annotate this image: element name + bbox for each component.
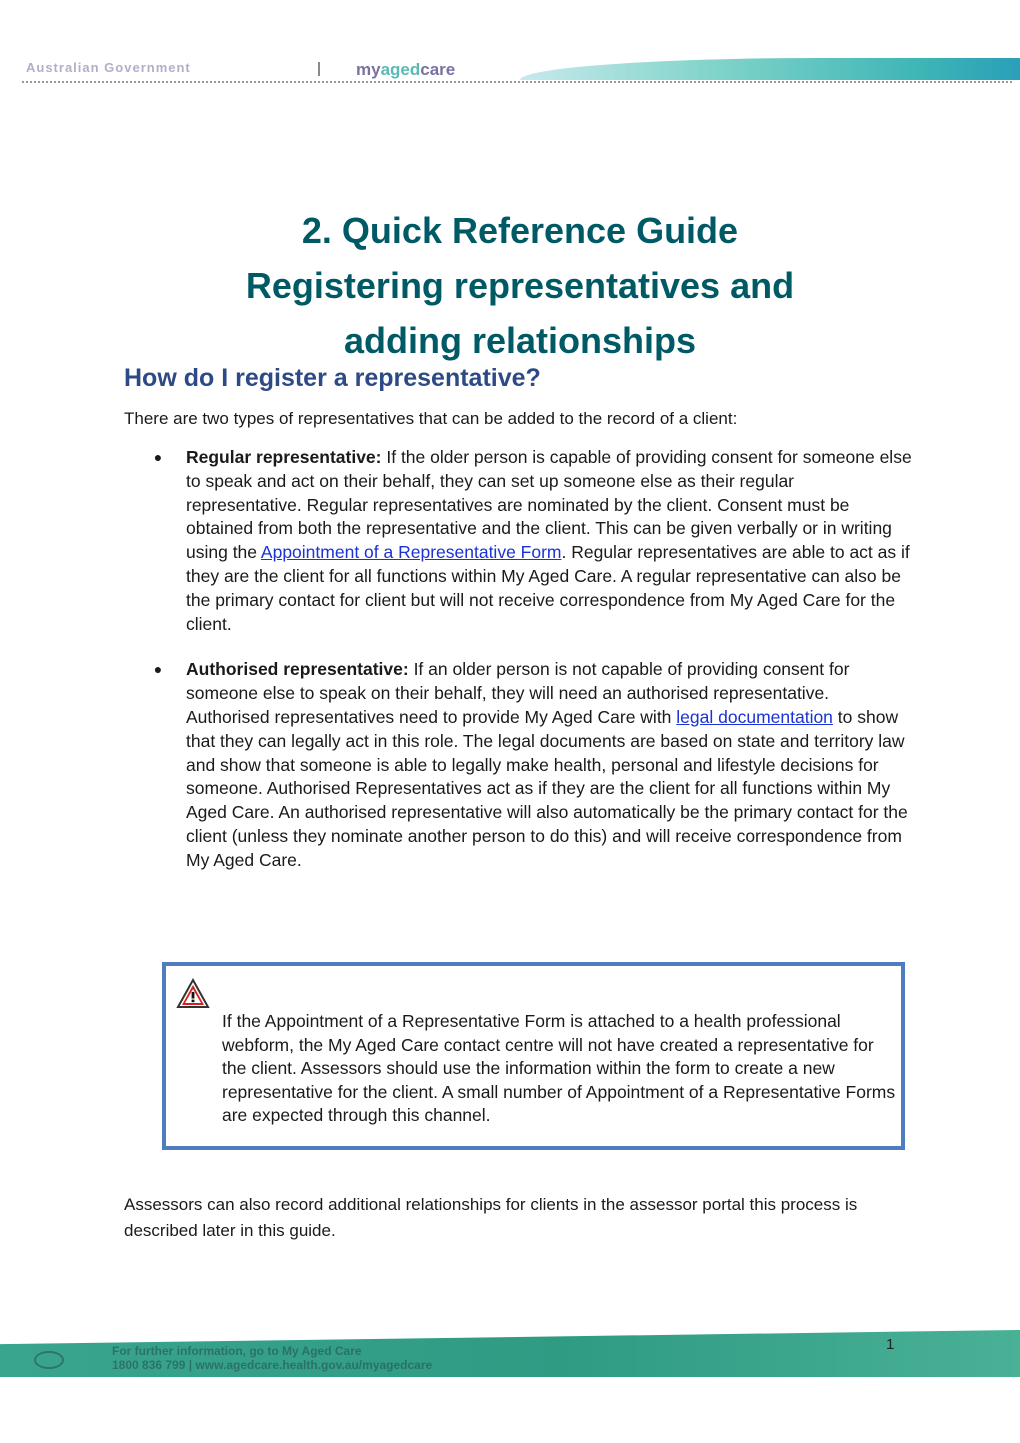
title-line-1: 2. Quick Reference Guide	[301, 210, 739, 251]
bullet-text-continued: . Regular representatives are able to act as if they are the client for all functions within My Aged Care. A regular representative can also be the primary contact for client but will not receive correspondence from My Aged Care for the client.	[186, 542, 910, 634]
brand-my: my	[356, 60, 381, 79]
closing-paragraph: Assessors can also record additional relationships for clients in the assessor portal this process is described later in this guide.	[124, 1195, 858, 1240]
logo-separator	[318, 62, 320, 76]
gov-logo-text: Australian Government	[26, 60, 191, 75]
phone-icon	[34, 1351, 64, 1369]
list-item-regular-representative	[152, 446, 912, 636]
title-line-3: adding relationships	[343, 320, 697, 361]
footer-line-2: 1800 836 799 | www.agedcare.health.gov.au/myagedcare	[112, 1358, 433, 1372]
brand-aged: aged	[380, 60, 421, 79]
australian-government-logo	[26, 60, 286, 78]
intro-paragraph: There are two types of representatives that can be added to the record of a client:	[124, 409, 738, 428]
bullet-text: If an older person is not capable of providing consent for someone else to speak on their behalf, they will need an authorised representative. Authorised representatives need to provide My Aged Care with	[186, 659, 850, 727]
appointment-form-link[interactable]: Appointment of a Representative Form	[260, 542, 562, 563]
warning-callout	[162, 962, 905, 1150]
bullet-text: If the older person is capable of providing consent for someone else to speak and act on their behalf, they can set up someone else as their regular representative. Regular representatives are nominated by the client. Consent must be obtained from both the representative and the client. This can be given verbally or in writing using the	[186, 447, 912, 563]
document-title	[120, 203, 920, 368]
section-heading: How do I register a representative?	[124, 364, 541, 392]
page-number: 1	[886, 1336, 895, 1353]
list-item-authorised-representative	[152, 658, 912, 872]
bullet-text-continued: to show that they can legally act in this role. The legal documents are based on state and territory law and show that someone is able to legally make health, personal and lifestyle decisions for someone. Authorised Representatives act as if they are the client for all functions within My Aged Care. An authorised representative will also automatically be the primary contact for the client (unless they nominate another person to do this) and will receive correspondence from My Aged Care.	[186, 706, 908, 870]
callout-text: If the Appointment of a Representative Form is attached to a health professional webform, the My Aged Care contact centre will not have created a representative for the client. Assessors should use the information within the form to create a new representative for the client. A small number of Appointment of a Representative Forms are expected through this channel.	[222, 1011, 896, 1126]
bullet-icon: ●	[153, 661, 163, 678]
bullet-label: Authorised representative:	[186, 659, 409, 680]
representative-types-list	[152, 446, 912, 873]
footer-contact-text	[112, 1344, 432, 1372]
page-header	[0, 0, 1020, 90]
bullet-icon: ●	[153, 449, 163, 465]
footer-line-1: For further information, go to My Aged Care	[112, 1344, 362, 1358]
header-wave-graphic	[520, 58, 1020, 80]
header-divider	[22, 81, 1012, 83]
bullet-label: Regular representative:	[186, 447, 382, 467]
warning-icon	[176, 978, 210, 1010]
my-aged-care-logo	[356, 60, 455, 80]
title-line-2: Registering representatives and	[245, 265, 795, 306]
legal-documentation-link[interactable]: legal documentation	[676, 706, 833, 727]
brand-care: care	[420, 60, 456, 79]
